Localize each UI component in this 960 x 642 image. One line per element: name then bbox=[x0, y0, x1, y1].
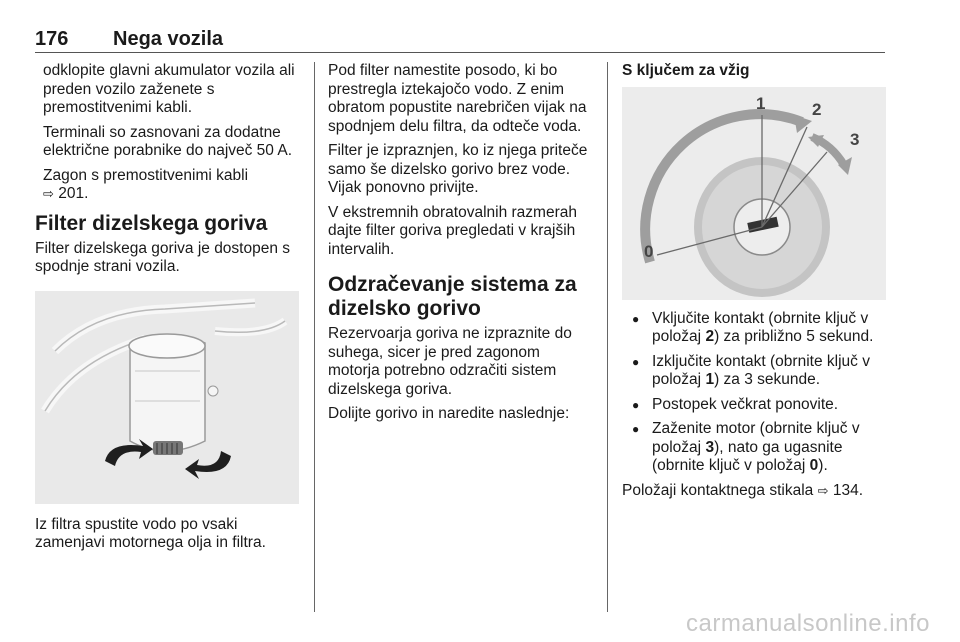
chapter-title: Nega vozila bbox=[113, 28, 224, 50]
ignition-positions-ref: Položaji kontaktnega stikala ⇨ 134. bbox=[622, 481, 863, 499]
position-3-label: 3 bbox=[850, 129, 860, 149]
list-item: ● Izključite kontakt (obrnite ključ v položaj 1) za 3 sekunde. bbox=[622, 353, 887, 390]
ignition-switch-illustration bbox=[622, 87, 886, 300]
list-item: ● Vključite kontakt (obrnite ključ v položaj 2) za približno 5 sekund. bbox=[622, 310, 887, 347]
column-2 bbox=[328, 62, 593, 430]
diesel-filter-heading: Filter dizelskega goriva bbox=[35, 211, 268, 235]
ignition-page-link[interactable]: 134. bbox=[832, 481, 863, 499]
col2-paragraph-4: Rezervoarja goriva ne izpraznite do suhega, sicer je pred zagonom motorja potrebno odzračiti sistem dizelskega goriva. bbox=[328, 325, 572, 398]
col1-paragraph-4: Filter dizelskega goriva je dostopen s spodnje strani vozila. bbox=[35, 239, 291, 275]
page-ref-icon: ⇨ bbox=[43, 186, 54, 201]
fuel-filter-illustration bbox=[35, 291, 299, 504]
col2-paragraph-1: Pod filter namestite posodo, ki bo prestregla iztekajočo vodo. Z enim obratom popustite narebričen vijak na spodnjem delu filtra, da odteče voda. bbox=[328, 62, 587, 135]
page-header bbox=[35, 22, 885, 53]
watermark: carmanualsonline.info bbox=[686, 610, 930, 637]
column-divider-1 bbox=[314, 62, 315, 612]
col1-paragraph-3 bbox=[35, 167, 300, 204]
col1-paragraph-1: odklopite glavni akumulator vozila ali preden vozilo zaženete s premostitvenimi kabli. bbox=[43, 62, 295, 116]
column-3 bbox=[622, 62, 887, 506]
page-number: 176 bbox=[35, 28, 69, 50]
page-ref-icon: ⇨ bbox=[817, 482, 829, 498]
col2-paragraph-2: Filter je izpraznjen, ko iz njega priteče samo še dizelsko gorivo brez vode. Vijak ponovno privijte. bbox=[328, 142, 588, 196]
position-2-label: 2 bbox=[812, 99, 822, 119]
column-1 bbox=[35, 62, 300, 559]
list-item: ● Zaženite motor (obrnite ključ v položaj 3), nato ga ugasnite (obrnite ključ v položaj 0). bbox=[622, 420, 887, 476]
ignition-key-subheading: S ključem za vžig bbox=[622, 62, 750, 79]
col1-paragraph-5: Iz filtra spustite vodo po vsaki zamenjavi motornega olja in filtra. bbox=[35, 515, 266, 551]
jump-start-ref-text: Zagon s premostitvenimi kabli bbox=[43, 166, 249, 184]
jump-start-page-link[interactable]: 201. bbox=[58, 185, 89, 202]
position-0-label: 0 bbox=[644, 241, 654, 261]
list-item: ● Postopek večkrat ponovite. bbox=[622, 396, 887, 415]
column-divider-2 bbox=[607, 62, 608, 612]
col1-paragraph-2: Terminali so zasnovani za dodatne električne porabnike do največ 50 A. bbox=[43, 123, 293, 159]
procedure-list bbox=[622, 310, 887, 476]
position-1-label: 1 bbox=[756, 93, 766, 113]
col2-paragraph-5: Dolijte gorivo in naredite naslednje: bbox=[328, 405, 570, 422]
col2-paragraph-3: V ekstremnih obratovalnih razmerah dajte filter goriva pregledati v krajših intervalih. bbox=[328, 203, 577, 258]
fuel-system-bleeding-heading: Odzračevanje sistema za dizelsko gorivo bbox=[328, 273, 577, 320]
